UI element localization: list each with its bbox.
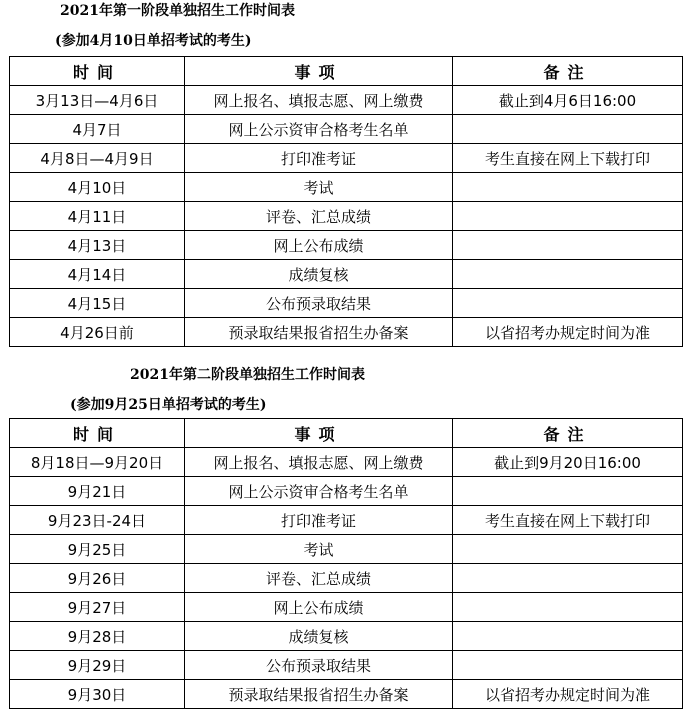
cell-item: 评卷、汇总成绩: [185, 564, 453, 593]
cell-remark: [453, 564, 683, 593]
cell-item: 预录取结果报省招生办备案: [185, 680, 453, 709]
table-row: [10, 115, 683, 144]
header-remark: 备注: [453, 419, 683, 448]
cell-remark: 考生直接在网上下载打印: [453, 144, 683, 173]
cell-time: 9月27日: [10, 593, 185, 622]
header-remark: 备注: [453, 57, 683, 86]
cell-item: 网上报名、填报志愿、网上缴费: [185, 86, 453, 115]
cell-time: 4月7日: [10, 115, 185, 144]
cell-remark: 截止到9月20日16:00: [453, 448, 683, 477]
cell-remark: 以省招考办规定时间为准: [453, 318, 683, 347]
cell-time: 4月11日: [10, 202, 185, 231]
table-header-row: [10, 419, 683, 448]
table-row: [10, 448, 683, 477]
cell-remark: [453, 115, 683, 144]
cell-item: 网上公布成绩: [185, 593, 453, 622]
table-body: [10, 448, 683, 709]
table-row: [10, 477, 683, 506]
cell-item: 预录取结果报省招生办备案: [185, 318, 453, 347]
cell-remark: [453, 535, 683, 564]
cell-time: 4月15日: [10, 289, 185, 318]
table-row: [10, 86, 683, 115]
table-row: [10, 231, 683, 260]
table-row: [10, 260, 683, 289]
cell-item: 网上公布成绩: [185, 231, 453, 260]
header-time: 时间: [10, 57, 185, 86]
cell-item: 成绩复核: [185, 622, 453, 651]
cell-item: 考试: [185, 535, 453, 564]
cell-remark: [453, 622, 683, 651]
section2-subtitle: (参加9月25日单招考试的考生): [70, 397, 267, 413]
cell-time: 4月10日: [10, 173, 185, 202]
cell-item: 考试: [185, 173, 453, 202]
table-header-row: [10, 57, 683, 86]
cell-remark: [453, 593, 683, 622]
table-row: [10, 535, 683, 564]
schedule-table-1: [9, 56, 683, 347]
header-time: 时间: [10, 419, 185, 448]
cell-item: 网上公示资审合格考生名单: [185, 115, 453, 144]
table-row: [10, 318, 683, 347]
table-row: [10, 622, 683, 651]
cell-time: 9月30日: [10, 680, 185, 709]
cell-time: 9月29日: [10, 651, 185, 680]
cell-item: 打印准考证: [185, 506, 453, 535]
section1-subtitle: (参加4月10日单招考试的考生): [55, 33, 252, 49]
cell-time: 9月25日: [10, 535, 185, 564]
cell-remark: 以省招考办规定时间为准: [453, 680, 683, 709]
cell-item: 成绩复核: [185, 260, 453, 289]
cell-time: 8月18日—9月20日: [10, 448, 185, 477]
cell-remark: [453, 289, 683, 318]
cell-item: 网上报名、填报志愿、网上缴费: [185, 448, 453, 477]
cell-time: 9月21日: [10, 477, 185, 506]
cell-remark: 截止到4月6日16:00: [453, 86, 683, 115]
table-row: [10, 173, 683, 202]
table-row: [10, 506, 683, 535]
section1-title: 2021年第一阶段单独招生工作时间表: [60, 3, 295, 19]
cell-time: 9月28日: [10, 622, 185, 651]
table-row: [10, 144, 683, 173]
cell-time: 3月13日—4月6日: [10, 86, 185, 115]
cell-time: 4月8日—4月9日: [10, 144, 185, 173]
table-row: [10, 651, 683, 680]
table-body: [10, 86, 683, 347]
cell-remark: [453, 260, 683, 289]
cell-remark: [453, 202, 683, 231]
table-row: [10, 564, 683, 593]
table-row: [10, 289, 683, 318]
cell-remark: [453, 651, 683, 680]
header-item: 事项: [185, 419, 453, 448]
table-row: [10, 593, 683, 622]
table-row: [10, 680, 683, 709]
cell-remark: [453, 477, 683, 506]
header-item: 事项: [185, 57, 453, 86]
cell-item: 公布预录取结果: [185, 289, 453, 318]
cell-time: 4月26日前: [10, 318, 185, 347]
cell-time: 4月14日: [10, 260, 185, 289]
schedule-table-2: [9, 418, 683, 709]
cell-item: 打印准考证: [185, 144, 453, 173]
cell-item: 网上公示资审合格考生名单: [185, 477, 453, 506]
cell-item: 评卷、汇总成绩: [185, 202, 453, 231]
cell-remark: [453, 173, 683, 202]
cell-remark: [453, 231, 683, 260]
table-row: [10, 202, 683, 231]
cell-time: 9月26日: [10, 564, 185, 593]
cell-time: 4月13日: [10, 231, 185, 260]
cell-item: 公布预录取结果: [185, 651, 453, 680]
cell-remark: 考生直接在网上下载打印: [453, 506, 683, 535]
cell-time: 9月23日-24日: [10, 506, 185, 535]
section2-title: 2021年第二阶段单独招生工作时间表: [130, 367, 365, 383]
